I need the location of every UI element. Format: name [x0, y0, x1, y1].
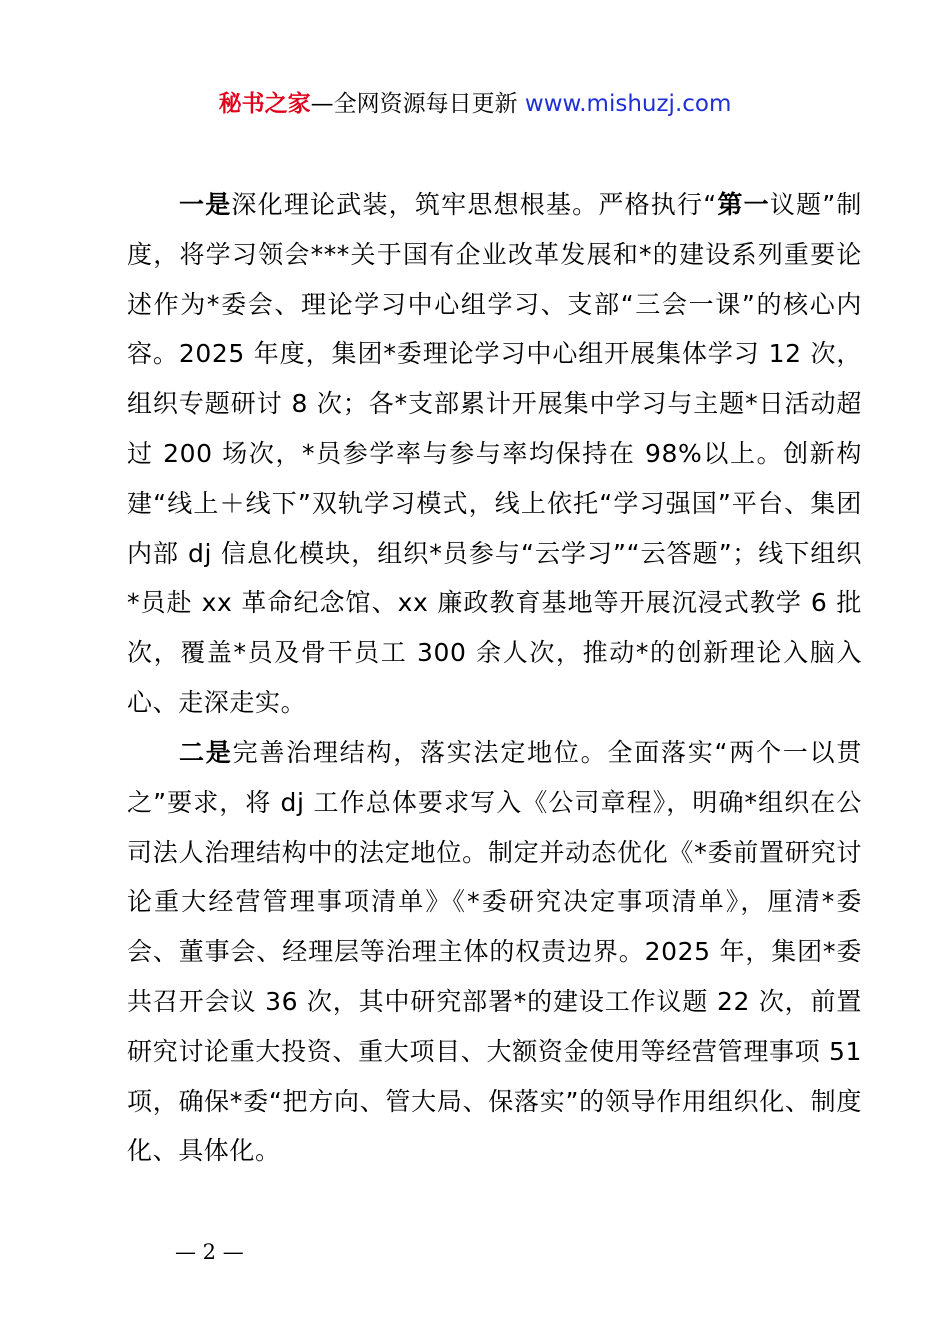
paragraph-1-emphasis: 第一 — [716, 190, 770, 219]
header-dash: — — [310, 91, 334, 117]
paragraph-2-text: 完善治理结构，落实法定地位。全面落实“两个一以贯之”要求，将 dj 工作总体要求写入《公司章程》，明确*组织在公司法人治理结构中的法定地位。制定并动态优化《*委前置研究讨论重大经营管理事项清单》《*委研究决定事项清单》，厘清*委会、董事会、经理层等治理主体的权责边界。2025 年，集团*委共召开会议 36 次，其中研究部署*的建设工作议题 22 次，前置研究讨论重大投资、重大项目、大额资金使用等经营管理事项 51 项，确保*委“把方向、管大局、保落实”的领导作用组织化、制度化、具体化。 — [127, 738, 862, 1166]
site-header — [0, 88, 950, 120]
paragraph-1-lead: 一是 — [179, 190, 232, 219]
paragraph-2-lead: 二是 — [179, 738, 233, 767]
paragraph-1-text-b: 议题”制度，将学习领会***关于国有企业改革发展和*的建设系列重要论述作为*委会、理论学习中心组学习、支部“三会一课”的核心内容。2025 年度，集团*委理论学习中心组开展集体学习 12 次，组织专题研讨 8 次；各*支部累计开展集中学习与主题*日活动超过 200 场次，*员参学率与参与率均保持在 98%以上。创新构建“线上＋线下”双轨学习模式，线上依托“学习强国”平台、集团内部 dj 信息化模块，组织*员参与“云学习”“云答题”；线下组织*员赴 xx 革命纪念馆、xx 廉政教育基地等开展沉浸式教学 6 批次，覆盖*员及骨干员工 300 余人次，推动*的创新理论入脑入心、走深走实。 — [127, 190, 862, 717]
paragraph-1 — [127, 180, 862, 728]
paragraph-1-text-a: 深化理论武装，筑牢思想根基。严格执行“ — [231, 190, 717, 219]
page-number: — 2 — — [175, 1240, 244, 1264]
paragraph-2 — [127, 728, 862, 1176]
brand-name: 秘书之家 — [218, 91, 311, 117]
header-tagline: 全网资源每日更新 — [333, 91, 525, 117]
site-url-link[interactable]: www.mishuzj.com — [524, 91, 732, 117]
